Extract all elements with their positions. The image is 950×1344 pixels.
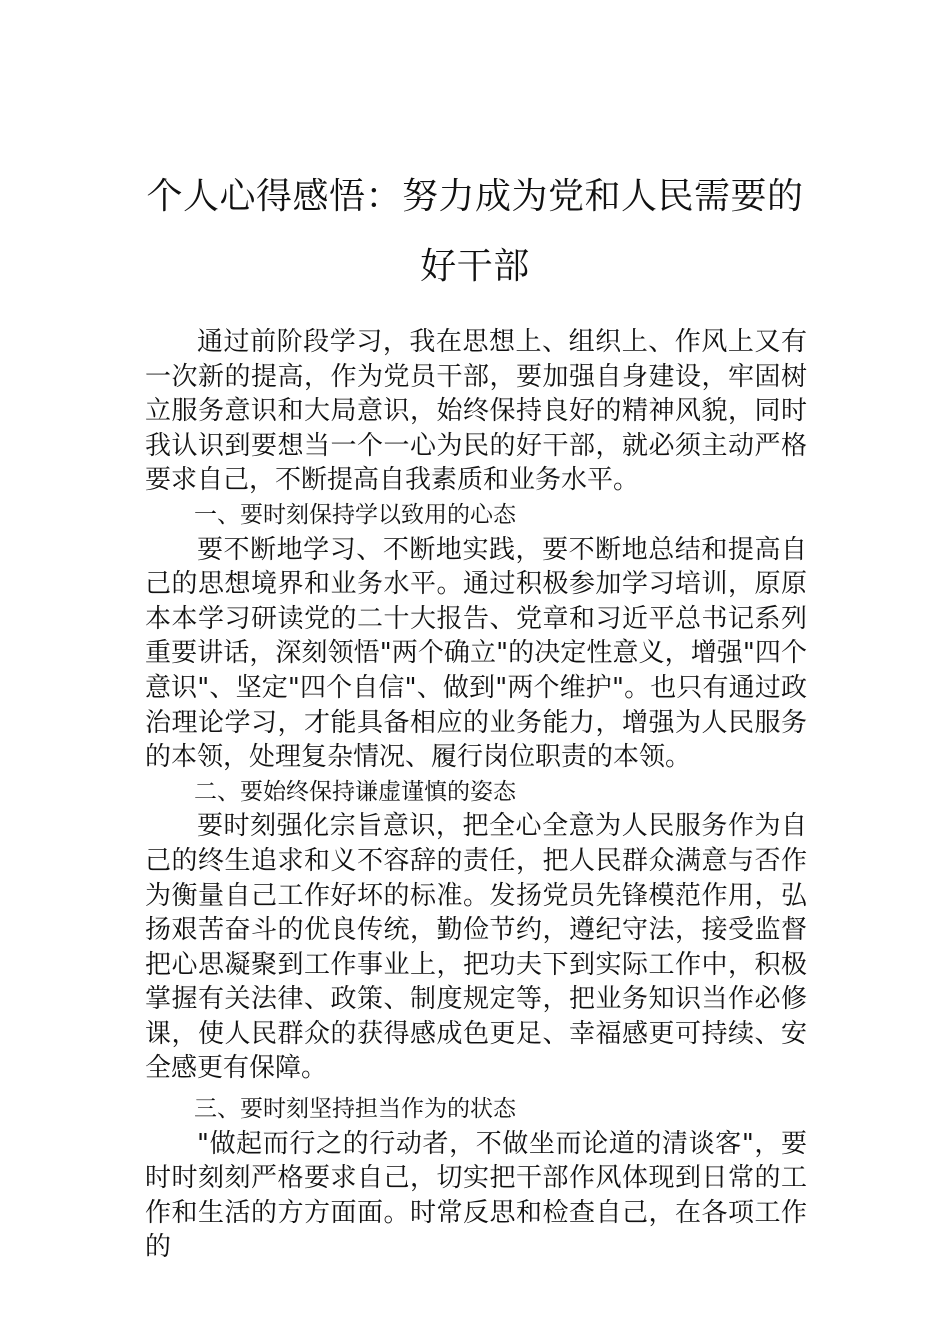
- section-1-paragraph: 要不断地学习、不断地实践，要不断地总结和提高自己的思想境界和业务水平。通过积极参加学习培训，原原本本学习研读党的二十大报告、党章和习近平总书记系列重要讲话，深刻领悟"两个确立"的决定性意义，增强"四个意识"、坚定"四个自信"、做到"两个维护"。也只有通过政治理论学习，才能具备相应的业务能力，增强为人民服务的本领，处理复杂情况、履行岗位职责的本领。: [145, 534, 807, 773]
- intro-paragraph: 通过前阶段学习，我在思想上、组织上、作风上又有一次新的提高，作为党员干部，要加强自身建设，牢固树立服务意识和大局意识，始终保持良好的精神风貌，同时我认识到要想当一个一心为民的好干部，就必须主动严格要求自己，不断提高自我素质和业务水平。: [145, 327, 807, 496]
- section-3-paragraph: "做起而行之的行动者，不做坐而论道的清谈客"，要时时刻刻严格要求自己，切实把干部作风体现到日常的工作和生活的方方面面。时常反思和检查自己，在各项工作的: [145, 1128, 807, 1263]
- document-title: 个人心得感悟：努力成为党和人民需要的好干部: [146, 176, 804, 287]
- section-1-heading: 一、要时刻保持学以致用的心态: [194, 501, 516, 528]
- document-body: [145, 325, 807, 1265]
- section-2-paragraph: 要时刻强化宗旨意识，把全心全意为人民服务作为自己的终生追求和义不容辞的责任，把人民群众满意与否作为衡量自己工作好坏的标准。发扬党员先锋模范作用，弘扬艰苦奋斗的优良传统，勤俭节约，遵纪守法，接受监督把心思凝聚到工作事业上，把功夫下到实际工作中，积极掌握有关法律、政策、制度规定等，把业务知识当作必修课，使人民群众的获得感成色更足、幸福感更可持续、安全感更有保障。: [145, 811, 807, 1084]
- section-2-heading: 二、要始终保持谦虚谨慎的姿态: [194, 778, 516, 805]
- section-3-heading: 三、要时刻坚持担当作为的状态: [194, 1096, 516, 1123]
